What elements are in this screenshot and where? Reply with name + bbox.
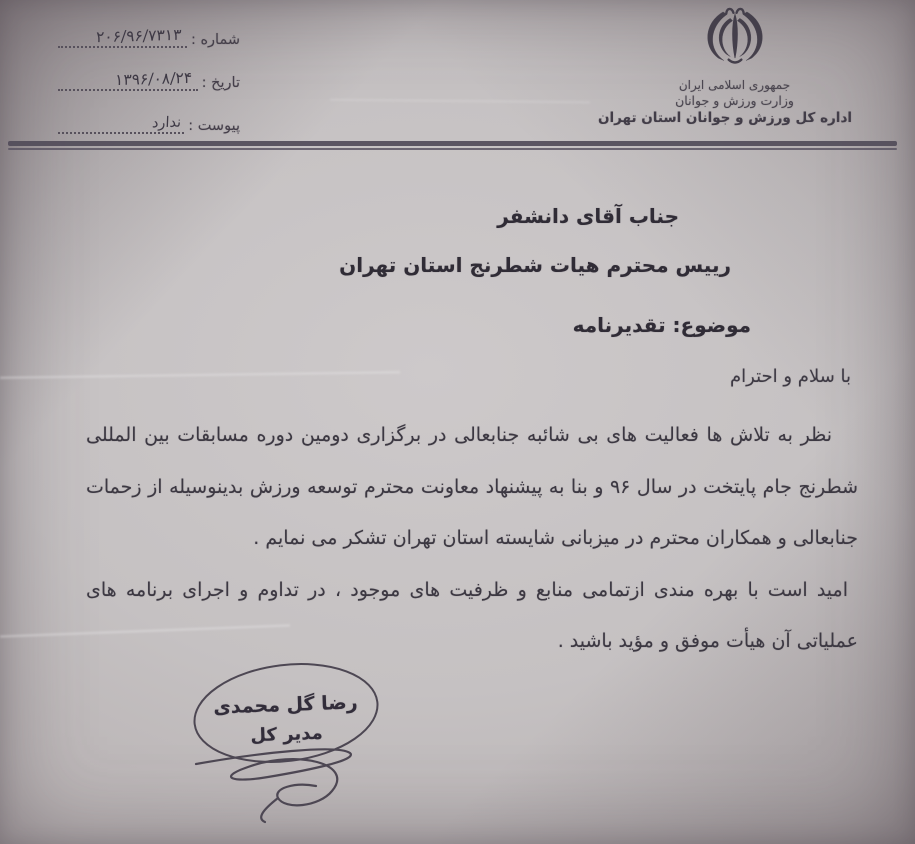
attachment-label: پیوست :: [188, 118, 240, 134]
date-row: [58, 59, 240, 91]
date-dotted-line: [58, 67, 198, 91]
attachment-row: [58, 102, 240, 134]
salutation-line: با سلام و احترام: [730, 366, 851, 387]
letterhead-country: جمهوری اسلامی ایران: [678, 78, 791, 92]
subject-line: موضوع: تقدیرنامه: [572, 313, 751, 337]
letter-body: [86, 410, 858, 668]
divider-thick-line: [8, 141, 897, 146]
letterhead-department: اداره کل ورزش و جوانان استان تهران: [598, 110, 852, 126]
reference-number-row: [58, 16, 240, 48]
divider-thin-line: [8, 148, 897, 150]
recipient-name: جناب آقای دانشفر: [497, 204, 679, 228]
paper-crease: [330, 99, 590, 104]
date-value: ۱۳۹۶/۰۸/۲۴: [114, 68, 193, 90]
letterhead: [598, 4, 852, 127]
reference-block: [58, 16, 240, 145]
header-divider: [8, 141, 897, 150]
attachment-value: ندارد: [151, 114, 182, 132]
reference-number-value: ۲۰۶/۹۶/۷۳۱۳: [95, 25, 182, 47]
signature-title: مدیر کل: [250, 722, 324, 747]
iran-emblem-icon: [695, 4, 775, 74]
body-line-2: شطرنج جام پایتخت در سال ۹۶ و بنا به پیشنهاد معاونت محترم توسعه ورزش بدینوسیله از زحمات: [86, 475, 858, 498]
reference-number-dotted-line: [58, 24, 187, 48]
letterhead-ministry: وزارت ورزش و جوانان: [675, 93, 794, 108]
body-line-1: نظر به تلاش ها فعالیت های بی شائبه جنابعالی در برگزاری دومین دوره مسابقات بین المللی: [86, 424, 832, 446]
body-line-5: عملیاتی آن هیأت موفق و مؤید باشید .: [557, 630, 858, 652]
body-line-4: امید است با بهره مندی ازتمامی منابع و ظرفیت های موجود ، در تداوم و اجرای برنامه های: [86, 578, 848, 601]
attachment-dotted-line: [58, 110, 184, 134]
signature-block: [211, 687, 361, 750]
body-line-3: جنابعالی و همکاران محترم در میزبانی شایسته استان تهران تشکر می نمایم .: [253, 527, 858, 549]
date-label: تاریخ :: [201, 75, 240, 91]
reference-number-label: شماره :: [190, 32, 240, 48]
signature-name: رضا گل محمدی: [213, 691, 358, 719]
paper-crease: [0, 371, 400, 379]
recipient-title: رییس محترم هیات شطرنج استان تهران: [339, 253, 731, 277]
